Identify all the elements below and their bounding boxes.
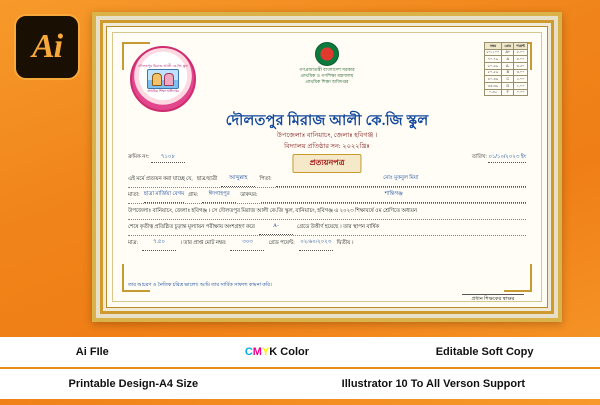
village-label: গ্রাম: — [188, 192, 199, 198]
grade-table-row — [484, 49, 528, 56]
serial-number-block — [128, 154, 185, 163]
grade-table-row — [484, 63, 528, 70]
grade-point-label: গ্রেড পয়েন্ট: — [268, 240, 295, 246]
grade-cell: ২.০০ — [514, 76, 528, 83]
grade-cell: C — [502, 76, 514, 83]
issue-date-block — [472, 154, 526, 163]
grade-table-row — [484, 76, 528, 83]
grade-cell: ৪০-৪৯ — [484, 76, 502, 83]
grade-table-header-cell: পয়েন্ট — [514, 43, 528, 50]
grade-cell: ৫০-৫৯ — [484, 69, 502, 76]
school-seal-icon — [130, 46, 196, 112]
spec-bar-row-2 — [0, 369, 600, 399]
text-line-3 — [128, 204, 526, 220]
grade-table-row — [484, 83, 528, 90]
text-line-2 — [128, 188, 526, 204]
certificate-body — [116, 36, 538, 302]
national-emblem-icon — [315, 42, 339, 66]
serial-label: ক্রমিক নং: — [128, 154, 150, 160]
postoffice-value: শান্তিগঞ্জ — [261, 187, 526, 203]
signature-line — [462, 294, 524, 295]
grade-cell: ৮০-১০০ — [484, 49, 502, 56]
grade-point-value: ০২/৬০/২০২৩ — [299, 235, 333, 251]
emblem-line-3: প্রাথমিক শিক্ষা অধিদপ্তর — [305, 79, 349, 85]
school-establish-line: বিদ্যালয় প্রতিষ্ঠার সন: ২০২২খ্রিঃ — [284, 143, 370, 150]
emblem-line-2: প্রাথমিক ও গণশিক্ষা মন্ত্রণালয় — [300, 73, 354, 79]
grade-cell: ৫.০০ — [514, 49, 528, 56]
school-address-line: উপজেলাঃ বানিয়াচং, জেলাঃ হবিগঞ্জ । — [276, 132, 378, 139]
mother-name-value: ছাত্রা মার্জিয়া বেগম — [144, 187, 184, 203]
ai-file-badge — [14, 14, 80, 80]
cmyk-suffix: Color — [277, 346, 310, 358]
certificate-frame — [92, 12, 562, 322]
student-name-value: আব্দুল্লাহ — [221, 171, 255, 187]
line2-prefix: মাতা: — [128, 192, 140, 198]
total-marks-label: । তার প্রাপ্ত মোট নম্বর: — [180, 240, 227, 246]
spec-printable-size: Printable Design-A4 Size — [68, 378, 199, 390]
national-emblem-block — [252, 42, 402, 86]
grade-cell: ১.০০ — [514, 83, 528, 90]
seal-bottom-text: প্রাথমিক শিক্ষা অধিদপ্তর — [147, 89, 179, 94]
grade-cell: ০.০০ — [514, 89, 528, 96]
date-value: ০১/১০/২০২৩ ইং — [488, 154, 526, 163]
line4-prefix: শেষে কৃতীত্ব প্রতিষ্ঠিত চূড়ান্ত মূল্যায়ন পরীক্ষায় অংশগ্রহণ করে — [128, 224, 255, 230]
signature-label: প্রধান শিক্ষকের স্বাক্ষর — [471, 296, 515, 302]
grade-cell: ৩.৫০ — [514, 63, 528, 70]
grade-cell: ৩.০০ — [514, 69, 528, 76]
grade-cell: ০-৩২ — [484, 89, 502, 96]
spec-cmyk-color — [185, 346, 370, 358]
grade-cell: B — [502, 69, 514, 76]
line5-prefix: মাত্র: — [128, 240, 139, 246]
line1-prefix: এই মর্মে প্রত্যয়ন করা যাচ্ছে যে, — [128, 176, 193, 182]
grade-table-header-cell: নম্বর — [484, 43, 502, 50]
total-marks-value: ৩০৩ — [230, 235, 264, 251]
grade-table-header-row — [484, 43, 528, 50]
grade-cell: A+ — [502, 49, 514, 56]
postoffice-label: ডাকঘর: — [240, 192, 258, 198]
spec-illustrator-support: Illustrator 10 To All Verson Support — [341, 378, 526, 390]
grade-cell: ৬০-৬৯ — [484, 63, 502, 70]
emblem-line-1: গণপ্রজাতন্ত্রী বাংলাদেশ সরকার — [299, 67, 355, 72]
seal-children-icon — [147, 69, 179, 89]
gpa-value: ৭.৫০ — [142, 235, 176, 251]
grade-cell: ৭০-৭৯ — [484, 56, 502, 63]
line1-field1-label: ছাত্র/ছাত্রী — [196, 176, 218, 182]
line4-tail: গ্রেডে উত্তীর্ণ হয়েছে । তার স্থাপন বার্ষিক — [296, 224, 380, 230]
line3-text: উপজেলাঃ বানিয়াচং, জেলাঃ হবিগঞ্জ । সে দৌলতপুর মিরাজ আলী কে.জি স্কুল, বানিয়াচং, হবিগঞ্জ এ ২০২৩ শিক্ষাবর্ষে ৫ম শ্রেণিতে অধ্যয়ন — [128, 208, 418, 214]
text-line-4 — [128, 220, 526, 236]
grade-table-row — [484, 89, 528, 96]
grade-cell: F — [502, 89, 514, 96]
ai-badge-label: Ai — [31, 28, 63, 65]
certificate-text-body — [128, 172, 526, 251]
grade-table-row — [484, 69, 528, 76]
text-line-5 — [128, 236, 526, 251]
village-value: ঈদগাহপুর — [202, 187, 236, 203]
grade-cell: ৩৩-৩৯ — [484, 83, 502, 90]
grade-table-row — [484, 56, 528, 63]
cmyk-c: C — [244, 346, 253, 358]
spec-bar-row-1 — [0, 337, 600, 367]
grade-table — [484, 42, 529, 96]
grade-cell: D — [502, 83, 514, 90]
father-name-value: মোঃ মুকবুল মিয়া — [276, 171, 526, 187]
line1-field2-label: পিতা: — [259, 176, 272, 182]
headmaster-signature-block — [462, 294, 524, 304]
grade-cell: A- — [502, 63, 514, 70]
character-note: তার আচরণ ও নৈতিক চরিত্র ভালো। আমি তার সার্বিক সাফল্য কামনা করি। — [128, 283, 272, 288]
cmyk-k: K — [269, 346, 278, 358]
cmyk-m: M — [252, 346, 262, 358]
serial-value: ৭১০৮ — [151, 154, 185, 163]
grade-cell: A — [502, 56, 514, 63]
seal-top-text: দৌলতপুর মিরাজ আলী কে.জি স্কুল — [138, 63, 188, 68]
grade-cell: ৪.০০ — [514, 56, 528, 63]
corner-ornament-bottom-right — [504, 264, 532, 292]
grade-value: A- — [259, 219, 293, 235]
grade-table-header-cell: গ্রেড — [502, 43, 514, 50]
cmyk-y: Y — [261, 346, 270, 358]
school-name-title: দৌলতপুর মিরাজ আলী কে.জি স্কুল — [225, 113, 429, 129]
spec-ai-file: Ai FIle — [75, 346, 109, 358]
text-line-1 — [128, 172, 526, 188]
date-label: তারিখ: — [471, 154, 487, 160]
certificate-title-ribbon: প্রত্যয়নপত্র — [292, 154, 361, 173]
spec-editable-soft-copy: Editable Soft Copy — [435, 346, 534, 358]
position-value: দ্বিতীয় । — [336, 240, 354, 246]
